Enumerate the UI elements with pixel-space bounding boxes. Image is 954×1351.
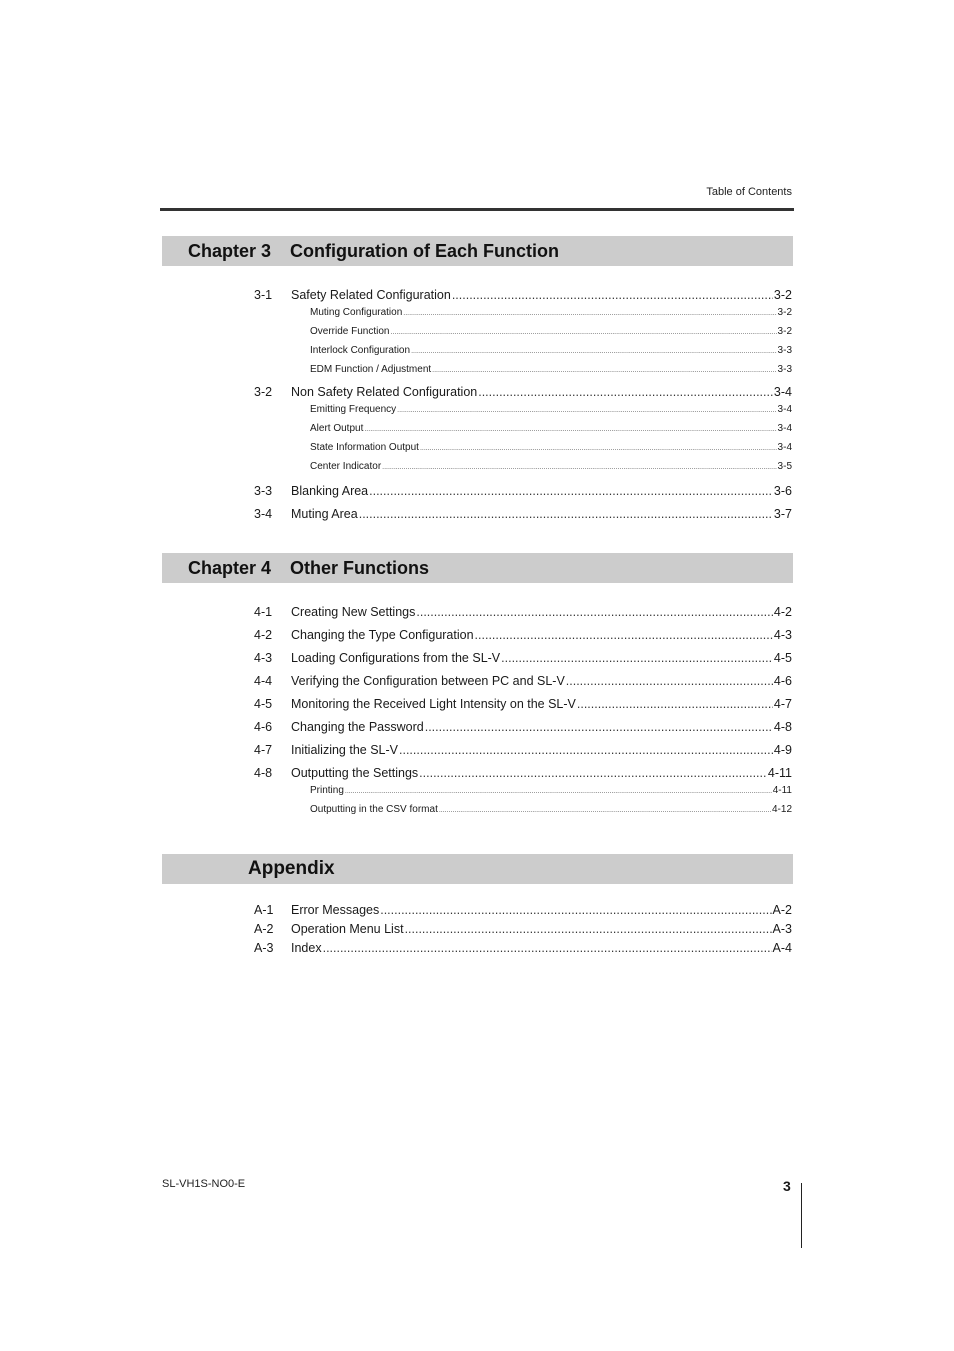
subentry-title: Override Function (310, 326, 390, 337)
subentry-page: 3-4 (777, 404, 792, 415)
toc-subentry[interactable] (310, 326, 792, 339)
toc-subentry[interactable] (310, 461, 792, 474)
toc-subentry[interactable] (310, 404, 792, 417)
entry-title: Safety Related Configuration (291, 288, 451, 302)
subentry-title: Center Indicator (310, 461, 382, 472)
entry-code: 3-2 (254, 385, 273, 399)
chapter-heading (162, 553, 793, 583)
document-code: SL-VH1S-NO0-E (162, 1178, 246, 1190)
entry-code: 4-3 (254, 651, 273, 665)
entry-title: Outputting the Settings (291, 766, 419, 780)
entry-title: Index (291, 941, 322, 955)
toc-entry[interactable] (254, 903, 792, 918)
dot-leader (345, 786, 772, 798)
toc-entry[interactable] (254, 605, 792, 620)
entry-code: 3-1 (254, 288, 273, 302)
entry-code: 3-4 (254, 507, 273, 521)
toc-entry[interactable] (254, 507, 792, 522)
toc-subentry[interactable] (310, 307, 792, 320)
subentry-title: Muting Configuration (310, 307, 403, 318)
toc-entry[interactable] (254, 484, 792, 499)
toc-entry[interactable] (254, 651, 792, 666)
entry-title: Non Safety Related Configuration (291, 385, 478, 399)
entry-title: Muting Area (291, 507, 358, 521)
entry-page: A-2 (772, 903, 792, 917)
toc-entry[interactable] (254, 288, 792, 303)
dot-leader (439, 805, 771, 817)
entry-title: Changing the Type Configuration (291, 628, 474, 642)
entry-code: 4-4 (254, 674, 273, 688)
subentry-title: Outputting in the CSV format (310, 804, 438, 815)
entry-code: 4-6 (254, 720, 273, 734)
dot-leader (411, 346, 776, 358)
entry-code: 4-7 (254, 743, 273, 757)
toc-subentry[interactable] (310, 442, 792, 455)
dot-leader (364, 424, 776, 436)
toc-entry[interactable] (254, 922, 792, 937)
header-rule (160, 208, 794, 211)
toc-entry[interactable] (254, 720, 792, 735)
entry-page: 4-5 (773, 651, 792, 665)
subentry-title: EDM Function / Adjustment (310, 364, 432, 375)
dot-leader (432, 365, 776, 377)
dot-leader (380, 903, 771, 918)
entry-page: 3-2 (773, 288, 792, 302)
toc-entry[interactable] (254, 766, 792, 781)
dot-leader (577, 697, 773, 712)
entry-page: 4-6 (773, 674, 792, 688)
entry-page: A-4 (772, 941, 792, 955)
toc-list (254, 288, 792, 522)
chapter-heading (162, 854, 793, 884)
toc-subentry[interactable] (310, 364, 792, 377)
toc-entry[interactable] (254, 697, 792, 712)
entry-title: Verifying the Configuration between PC and SL-V (291, 674, 565, 688)
subentry-page: 3-3 (777, 364, 792, 375)
subentry-title: Alert Output (310, 423, 364, 434)
dot-leader (475, 628, 773, 643)
entry-page: 4-8 (773, 720, 792, 734)
dot-leader (452, 288, 773, 303)
chapter-number: Chapter 3 (188, 240, 272, 261)
dot-leader (399, 743, 773, 758)
entry-title: Initializing the SL-V (291, 743, 399, 757)
toc-entry[interactable] (254, 385, 792, 400)
entry-page: 4-7 (773, 697, 792, 711)
margin-rule (801, 1183, 802, 1248)
entry-page: 3-4 (773, 385, 792, 399)
toc-entry[interactable] (254, 674, 792, 689)
subentry-page: 3-5 (777, 461, 792, 472)
entry-page: 4-11 (767, 766, 792, 780)
dot-leader (416, 605, 773, 620)
entry-page: 4-3 (773, 628, 792, 642)
subentry-title: Interlock Configuration (310, 345, 411, 356)
dot-leader (405, 922, 772, 937)
entry-code: 4-2 (254, 628, 273, 642)
toc-entry[interactable] (254, 628, 792, 643)
chapter-heading (162, 236, 793, 266)
entry-code: A-2 (254, 922, 274, 936)
toc-list (254, 903, 792, 956)
dot-leader (425, 720, 773, 735)
entry-title: Operation Menu List (291, 922, 404, 936)
dot-leader (359, 507, 773, 522)
entry-title: Creating New Settings (291, 605, 416, 619)
entry-title: Loading Configurations from the SL-V (291, 651, 501, 665)
toc-subentry[interactable] (310, 423, 792, 436)
dot-leader (501, 651, 773, 666)
subentry-page: 3-4 (777, 423, 792, 434)
entry-title: Monitoring the Received Light Intensity on the SL-V (291, 697, 576, 711)
running-header: Table of Contents (706, 186, 792, 198)
entry-code: 4-8 (254, 766, 273, 780)
chapter-title: Appendix (248, 858, 335, 879)
entry-code: 3-3 (254, 484, 273, 498)
dot-leader (382, 462, 776, 474)
toc-subentry[interactable] (310, 785, 792, 798)
subentry-page: 3-3 (777, 345, 792, 356)
dot-leader (403, 308, 776, 320)
entry-page: 4-9 (773, 743, 792, 757)
entry-page: 3-7 (773, 507, 792, 521)
entry-page: 4-2 (773, 605, 792, 619)
subentry-title: Emitting Frequency (310, 404, 397, 415)
subentry-page: 3-2 (777, 307, 792, 318)
page-number: 3 (783, 1178, 791, 1194)
subentry-title: State Information Output (310, 442, 419, 453)
dot-leader (397, 405, 776, 417)
toc-entry[interactable] (254, 743, 792, 758)
chapter-title: Configuration of Each Function (290, 240, 559, 261)
subentry-page: 4-12 (771, 804, 792, 815)
entry-title: Error Messages (291, 903, 380, 917)
dot-leader (478, 385, 773, 400)
chapter-title: Other Functions (290, 557, 429, 578)
subentry-title: Printing (310, 785, 344, 796)
entry-title: Blanking Area (291, 484, 369, 498)
toc-subentry[interactable] (310, 345, 792, 358)
dot-leader (419, 766, 767, 781)
entry-page: A-3 (772, 922, 792, 936)
subentry-page: 3-2 (777, 326, 792, 337)
entry-code: A-3 (254, 941, 274, 955)
dot-leader (369, 484, 773, 499)
dot-leader (566, 674, 773, 689)
toc-subentry[interactable] (310, 804, 792, 817)
subentry-page: 4-11 (772, 785, 792, 796)
toc-entry[interactable] (254, 941, 792, 956)
entry-title: Changing the Password (291, 720, 424, 734)
entry-code: 4-5 (254, 697, 273, 711)
dot-leader (390, 327, 776, 339)
dot-leader (420, 443, 777, 455)
entry-code: 4-1 (254, 605, 273, 619)
dot-leader (323, 941, 772, 956)
entry-page: 3-6 (773, 484, 792, 498)
subentry-page: 3-4 (777, 442, 792, 453)
chapter-number: Chapter 4 (188, 557, 272, 578)
toc-list (254, 605, 792, 817)
entry-code: A-1 (254, 903, 274, 917)
